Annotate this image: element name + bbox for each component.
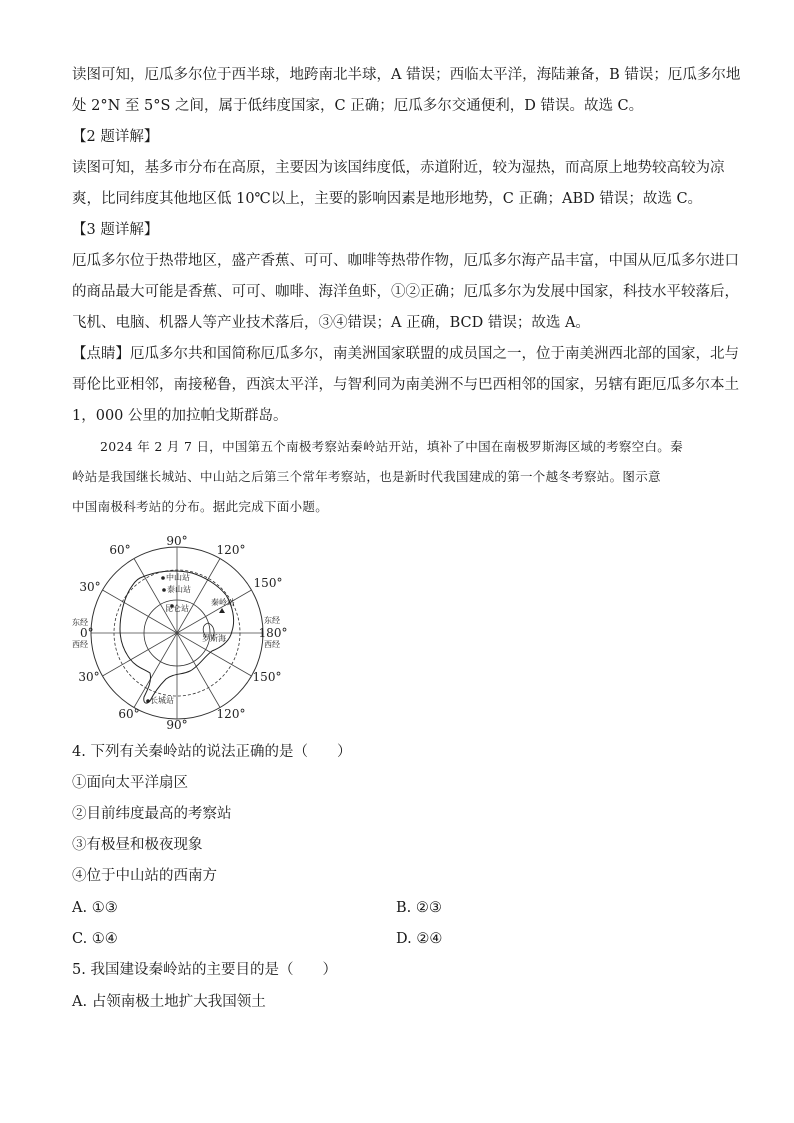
q4-statement: ①面向太平洋扇区	[72, 775, 188, 791]
map-figure	[72, 533, 290, 732]
q4-option-d[interactable]: D. ②④	[396, 931, 443, 947]
qinling-marker	[219, 608, 225, 613]
q1-explanation-line: 处 2°N 至 5°S 之间，属于低纬度国家，C 正确；厄瓜多尔交通便利，D 错误。故选 C。	[72, 98, 644, 114]
ross-sea-label: 罗斯海	[202, 634, 226, 643]
q4-statement: ④位于中山站的西南方	[72, 868, 217, 884]
q2-explanation-line: 读图可知，基多市分布在高原，主要因为该国纬度低，赤道附近，较为湿热，而高原上地势较高较为凉	[72, 160, 725, 176]
changcheng-label: 长城站	[150, 696, 174, 705]
q3-heading: 【3 题详解】	[72, 222, 159, 238]
solution-section	[72, 60, 741, 522]
west-longitude-label-left: 西经	[72, 640, 88, 649]
lon-label-60-bottom: 60°	[118, 707, 140, 721]
antarctic-station-map	[72, 533, 290, 732]
q1-explanation-line: 读图可知，厄瓜多尔位于西半球，地跨南北半球，A 错误；西临太平洋，海陆兼备，B 错误；厄瓜多尔地	[72, 67, 741, 83]
lon-label-150-bottom-right: 150°	[252, 670, 282, 684]
q4-stem: 4. 下列有关秦岭站的说法正确的是（ ）	[72, 744, 352, 760]
passage-line: 岭站是我国继长城站、中山站之后第三个常年考察站，也是新时代我国建成的第一个越冬考察站。图示意	[72, 469, 661, 484]
lon-label-30-bottom-left: 30°	[78, 670, 100, 684]
lon-label-180: 180°	[258, 626, 288, 640]
tip-line: 1，000 公里的加拉帕戈斯群岛。	[72, 408, 288, 424]
tip-line: 哥伦比亚相邻，南接秘鲁，西滨太平洋，与智利同为南美洲不与巴西相邻的国家，另辖有距厄瓜多尔本土	[72, 377, 739, 393]
q3-explanation-line: 厄瓜多尔位于热带地区，盛产香蕉、可可、咖啡等热带作物，厄瓜多尔海产品丰富，中国从厄瓜多尔进口	[72, 253, 739, 269]
q3-explanation-line: 飞机、电脑、机器人等产业技术落后，③④错误；A 正确，BCD 错误；故选 A。	[72, 315, 590, 331]
lon-label-60-top: 60°	[109, 543, 131, 557]
q2-heading: 【2 题详解】	[72, 129, 159, 145]
zhongshan-marker	[161, 576, 165, 580]
lon-label-90-top: 90°	[166, 534, 188, 548]
passage-line: 中国南极科考站的分布。据此完成下面小题。	[72, 499, 329, 514]
lon-label-90-bottom: 90°	[166, 718, 188, 732]
lon-label-0: 0°	[80, 626, 94, 640]
lon-label-30-left: 30°	[79, 580, 101, 594]
q4-option-a[interactable]: A. ①③	[72, 900, 118, 916]
kunlun-label: 昆仑站	[165, 604, 189, 613]
q3-explanation-line: 的商品最大可能是香蕉、可可、咖啡、海洋鱼虾，①②正确；厄瓜多尔为发展中国家，科技水平较落后，	[72, 284, 739, 300]
q2-explanation-line: 爽，比同纬度其他地区低 10℃以上，主要的影响因素是地形地势，C 正确；ABD 错误；故选 C。	[72, 191, 703, 207]
zhongshan-label: 中山站	[166, 573, 190, 582]
taishan-label: 泰山站	[167, 585, 191, 594]
lon-label-120-top: 120°	[216, 543, 246, 557]
q4-statement: ②目前纬度最高的考察站	[72, 806, 232, 822]
q5-option-a[interactable]: A. 占领南极土地扩大我国领土	[72, 994, 266, 1010]
tip-line: 【点睛】厄瓜多尔共和国简称厄瓜多尔，南美洲国家联盟的成员国之一，位于南美洲西北部的国家，北与	[72, 346, 739, 362]
east-longitude-label-right: 东经	[264, 616, 280, 625]
q5-stem: 5. 我国建设秦岭站的主要目的是（ ）	[72, 962, 337, 978]
lon-label-150-right: 150°	[253, 576, 283, 590]
east-longitude-label-left: 东经	[72, 618, 88, 627]
q4-option-c[interactable]: C. ①④	[72, 931, 118, 947]
qinling-label: 秦岭站	[211, 598, 235, 607]
lon-label-120-bottom: 120°	[216, 707, 246, 721]
q4-option-b[interactable]: B. ②③	[396, 900, 442, 916]
passage-line: 2024 年 2 月 7 日，中国第五个南极考察站秦岭站开站，填补了中国在南极罗斯海区域的考察空白。秦	[100, 439, 683, 454]
q4-statement: ③有极昼和极夜现象	[72, 837, 203, 853]
taishan-marker	[162, 588, 166, 592]
west-longitude-label-right: 西经	[264, 640, 280, 649]
